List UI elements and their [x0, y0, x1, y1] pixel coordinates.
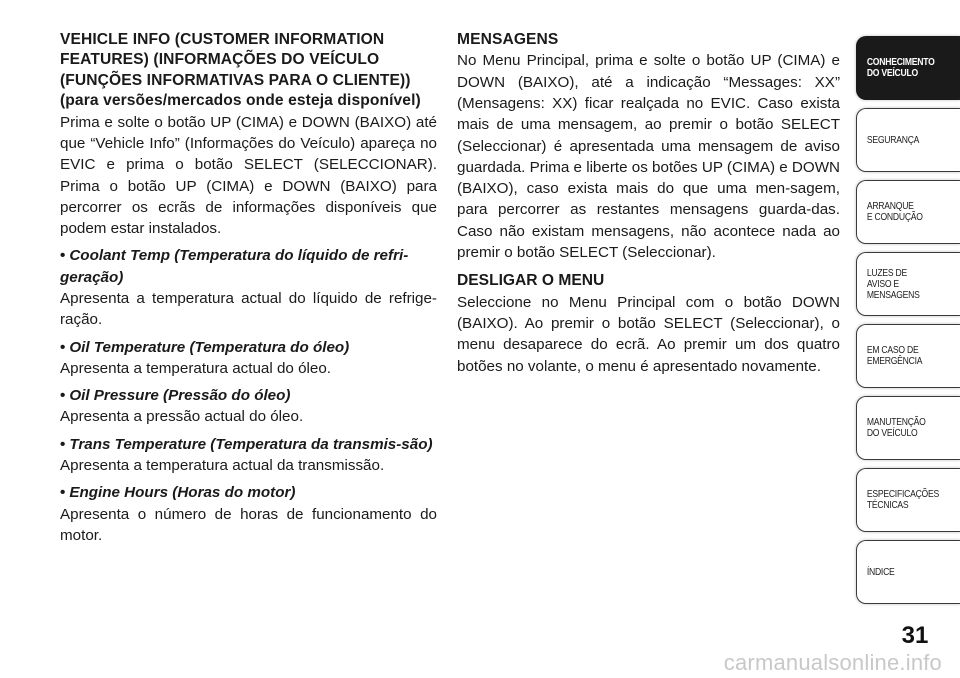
- bullet: •: [60, 387, 66, 405]
- tab-luzes-de-aviso[interactable]: [856, 252, 960, 316]
- info-item-text: Apresenta a temperatura actual da transmissão.: [60, 457, 385, 475]
- info-item: [60, 434, 437, 477]
- info-item-title: • Trans Temperature (Temperatura da transmis-são): [60, 435, 433, 453]
- info-item-text: Apresenta o número de horas de funcionamento do motor.: [60, 505, 437, 544]
- tab-label: EM CASO DE EMERGÊNCIA: [866, 344, 923, 367]
- bullet: •: [60, 247, 66, 265]
- info-item-text: Apresenta a temperatura actual do líquido de refrige-ração.: [60, 290, 437, 329]
- chapter-tabs: [856, 36, 960, 612]
- bullet: •: [60, 435, 66, 453]
- tab-label: MANUTENÇÃO DO VEÍCULO: [866, 416, 926, 439]
- info-item-title: • Oil Temperature (Temperatura do óleo): [60, 338, 350, 356]
- bullet: •: [60, 338, 66, 356]
- info-item: [60, 385, 437, 428]
- info-item-text: Apresenta a pressão actual do óleo.: [60, 408, 304, 426]
- vehicle-info-intro: Prima e solte o botão UP (CIMA) e DOWN (BAIXO) até que “Vehicle Info” (Informações do Veículo) apareça no EVIC e prima o botão SELECT (SELECCIONAR). Prima o botão UP (CIMA) e DOWN (BAIXO) para percorrer os ecrãs de informações disponíveis que podem estar instalados.: [60, 113, 437, 238]
- info-item-text: Apresenta a temperatura actual do óleo.: [60, 359, 332, 377]
- tab-label: ESPECIFICAÇÕES TÉCNICAS: [866, 488, 939, 511]
- bullet: •: [60, 484, 66, 502]
- tab-conhecimento-do-veiculo[interactable]: [856, 36, 960, 100]
- watermark: carmanualsonline.info: [723, 650, 942, 675]
- menu-off-heading: DESLIGAR O MENU: [457, 272, 605, 290]
- tab-label: SEGURANÇA: [866, 133, 920, 146]
- info-item: [60, 337, 437, 380]
- tab-label: LUZES DE AVISO E MENSAGENS: [866, 266, 920, 301]
- menu-off-text: Seleccione no Menu Principal com o botão DOWN (BAIXO). Ao premir o botão SELECT (Seleccionar), o menu desaparece do ecrã. Ao premir um dos quatro botões no volante, o menu é apresentado novamente.: [457, 293, 840, 375]
- page-number: 31: [901, 622, 929, 649]
- left-column: [60, 30, 437, 546]
- tab-arranque-e-conducao[interactable]: [856, 180, 960, 244]
- info-item: [60, 245, 437, 330]
- info-item-title: • Engine Hours (Horas do motor): [60, 484, 296, 502]
- messages-heading: MENSAGENS: [457, 31, 559, 48]
- tab-label: ARRANQUE E CONDUÇÃO: [866, 200, 923, 223]
- tab-emergencia[interactable]: [856, 324, 960, 388]
- vehicle-info-heading: VEHICLE INFO (CUSTOMER INFORMATION FEATURES) (INFORMAÇÕES DO VEÍCULO (FUNÇÕES INFORMATIVAS PARA O CLIENTE)) (para versões/mercados onde esteja disponível): [60, 31, 421, 110]
- right-column: [457, 30, 840, 377]
- info-item: [60, 482, 437, 546]
- info-item-title: • Oil Pressure (Pressão do óleo): [60, 387, 291, 405]
- messages-text: No Menu Principal, prima e solte o botão UP (CIMA) e DOWN (BAIXO), até a indicação “Messages: XX” (Mensagens: XX) ficar realçada no EVIC. Caso exista mais de uma mensagem, ao premir o botão SELECT (Seleccionar) é apresentada uma mensagem de aviso guardada. Prima e liberte os botões UP (CIMA) e DOWN (BAIXO), caso exista mais do que uma men-sagem, para percorrer as restantes mensagens guarda-das. Caso não existam mensagens, não acontece nada ao premir o botão SELECT (Seleccionar).: [457, 52, 840, 262]
- tab-seguranca[interactable]: [856, 108, 960, 172]
- tab-indice[interactable]: [856, 540, 960, 604]
- tab-label: ÍNDICE: [866, 565, 895, 578]
- tab-especificacoes[interactable]: [856, 468, 960, 532]
- tab-label: CONHECIMENTO DO VEÍCULO: [866, 56, 935, 79]
- info-item-title: • Coolant Temp (Temperatura do líquido de refri-geração): [60, 247, 409, 286]
- tab-manutencao[interactable]: [856, 396, 960, 460]
